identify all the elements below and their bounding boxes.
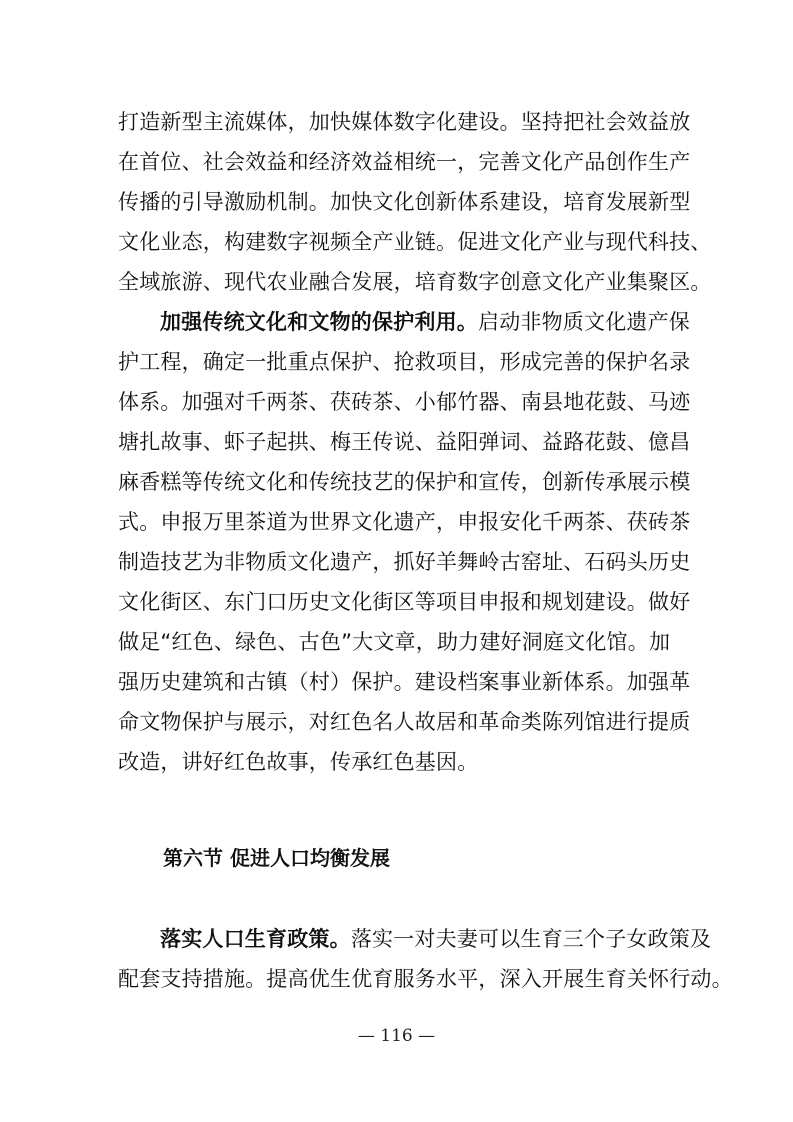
paragraph-first-line-rest: 落实一对夫妻可以生育三个子女政策及 bbox=[350, 927, 712, 951]
paragraph-lead: 加强传统文化和文物的保护利用。 bbox=[160, 310, 478, 334]
text-line bbox=[160, 308, 740, 336]
paragraph-lead: 落实人口生育政策。 bbox=[160, 927, 351, 951]
text-line: 传播的引导激励机制。加快文化创新体系建设，培育发展新型 bbox=[118, 190, 691, 214]
text-line: 体系。加强对千两茶、茯砖茶、小郁竹器、南县地花鼓、马迹 bbox=[118, 390, 691, 414]
text-line: 制造技艺为非物质文化遗产，抓好羊舞岭古窑址、石码头历史 bbox=[118, 550, 691, 574]
text-line: 在首位、社会效益和经济效益相统一，完善文化产品创作生产 bbox=[118, 150, 691, 174]
text-line: 式。申报万里茶道为世界文化遗产，申报安化千两茶、茯砖茶 bbox=[118, 510, 691, 534]
text-line: 改造，讲好红色故事，传承红色基因。 bbox=[118, 750, 479, 774]
text-line: 打造新型主流媒体，加快媒体数字化建设。坚持把社会效益放 bbox=[118, 110, 691, 134]
section-heading: 第六节 促进人口均衡发展 bbox=[163, 846, 390, 870]
text-line: 全域旅游、现代农业融合发展，培育数字创意文化产业集聚区。 bbox=[118, 270, 712, 294]
text-line: 文化业态，构建数字视频全产业链。促进文化产业与现代科技、 bbox=[118, 230, 712, 254]
text-line: 塘扎故事、虾子起拱、梅王传说、益阳弹词、益路花鼓、億昌 bbox=[118, 430, 691, 454]
text-line: 麻香糕等传统文化和传统技艺的保护和宣传，创新传承展示模 bbox=[118, 470, 691, 494]
text-line: 强历史建筑和古镇（村）保护。建设档案事业新体系。加强革 bbox=[118, 670, 691, 694]
page-number: — 116 — bbox=[357, 1026, 436, 1046]
text-line: 配套支持措施。提高优生优育服务水平，深入开展生育关怀行动。 bbox=[118, 967, 733, 991]
text-line bbox=[160, 925, 740, 953]
text-line: 护工程，确定一批重点保护、抢救项目，形成完善的保护名录 bbox=[118, 350, 691, 374]
text-line: 命文物保护与展示，对红色名人故居和革命类陈列馆进行提质 bbox=[118, 710, 691, 734]
text-line: 做足“红色、绿色、古色”大文章，助力建好洞庭文化馆。加 bbox=[118, 630, 671, 654]
text-line: 文化街区、东门口历史文化街区等项目申报和规划建设。做好 bbox=[118, 590, 691, 614]
paragraph-first-line-rest: 启动非物质文化遗产保 bbox=[478, 310, 690, 334]
